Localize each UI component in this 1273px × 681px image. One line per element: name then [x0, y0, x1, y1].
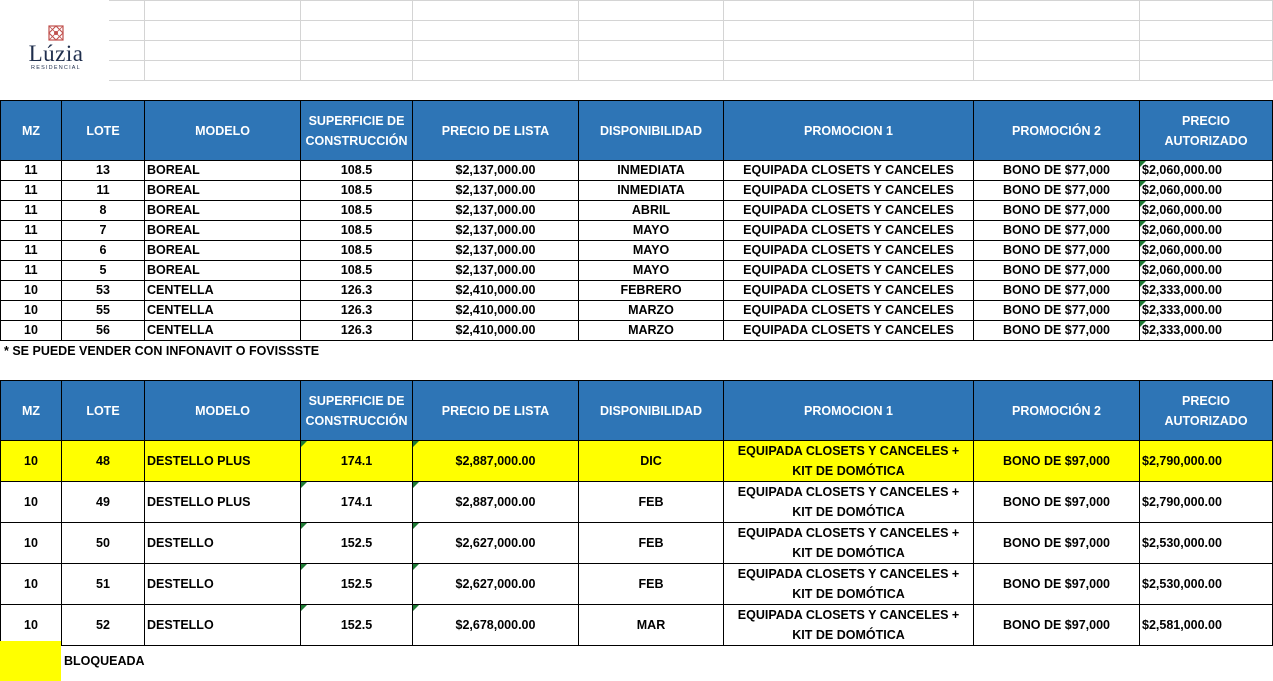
header-precio-autorizado-line1: PRECIO: [1182, 393, 1230, 408]
cell-lote[interactable]: 13: [62, 161, 145, 181]
cell-promocion1[interactable]: EQUIPADA CLOSETS Y CANCELES: [724, 241, 974, 261]
cell-modelo[interactable]: DESTELLO: [145, 605, 301, 646]
cell-promocion1[interactable]: EQUIPADA CLOSETS Y CANCELES: [724, 281, 974, 301]
cell-lote[interactable]: 49: [62, 482, 145, 523]
cell-promocion1[interactable]: EQUIPADA CLOSETS Y CANCELES: [724, 161, 974, 181]
cell-modelo[interactable]: BOREAL: [145, 221, 301, 241]
cell-promocion2[interactable]: BONO DE $97,000: [974, 482, 1140, 523]
cell-lote[interactable]: 53: [62, 281, 145, 301]
cell-mz[interactable]: 11: [1, 181, 62, 201]
header-superficie-line2: CONSTRUCCIÓN: [305, 413, 408, 428]
cell-superficie[interactable]: 174.1: [301, 441, 413, 482]
logo-emblem-icon: [47, 24, 65, 42]
cell-disponibilidad[interactable]: FEBRERO: [579, 281, 724, 301]
cell-promocion2[interactable]: BONO DE $77,000: [974, 201, 1140, 221]
cell-promocion1[interactable]: EQUIPADA CLOSETS Y CANCELES + KIT DE DOMÓTICA: [724, 482, 974, 523]
cell-modelo[interactable]: BOREAL: [145, 201, 301, 221]
table-row: [1, 181, 1273, 201]
cell-promocion2[interactable]: BONO DE $77,000: [974, 241, 1140, 261]
cell-disponibilidad[interactable]: MAYO: [579, 261, 724, 281]
luzia-logo: [8, 24, 104, 80]
cell-mz[interactable]: 11: [1, 201, 62, 221]
table-row: [1, 201, 1273, 221]
cell-mz[interactable]: 11: [1, 161, 62, 181]
cell-precio-autorizado[interactable]: $2,333,000.00: [1140, 281, 1273, 301]
cell-disponibilidad[interactable]: MAYO: [579, 221, 724, 241]
header-promocion-2: PROMOCIÓN 2: [974, 381, 1140, 441]
header-lote: LOTE: [62, 381, 145, 441]
header-promocion-1: PROMOCION 1: [724, 101, 974, 161]
cell-precio-lista[interactable]: $2,627,000.00: [413, 564, 579, 605]
table-row: [1, 564, 1273, 605]
cell-modelo[interactable]: DESTELLO PLUS: [145, 441, 301, 482]
cell-precio-lista[interactable]: $2,678,000.00: [413, 605, 579, 646]
cell-promocion1[interactable]: EQUIPADA CLOSETS Y CANCELES: [724, 221, 974, 241]
cell-promocion2[interactable]: BONO DE $97,000: [974, 523, 1140, 564]
table-row: [1, 605, 1273, 646]
cell-mz[interactable]: 10: [1, 441, 62, 482]
cell-superficie[interactable]: 174.1: [301, 482, 413, 523]
cell-mz[interactable]: 10: [1, 281, 62, 301]
cell-precio-lista[interactable]: $2,137,000.00: [413, 261, 579, 281]
cell-lote[interactable]: 52: [62, 605, 145, 646]
cell-promocion2[interactable]: BONO DE $77,000: [974, 321, 1140, 341]
cell-precio-autorizado[interactable]: $2,581,000.00: [1140, 605, 1273, 646]
cell-lote[interactable]: 11: [62, 181, 145, 201]
cell-mz[interactable]: 10: [1, 482, 62, 523]
cell-disponibilidad[interactable]: MARZO: [579, 301, 724, 321]
cell-promocion2[interactable]: BONO DE $77,000: [974, 181, 1140, 201]
header-precio-autorizado-line2: AUTORIZADO: [1164, 133, 1248, 148]
header-precio-lista: PRECIO DE LISTA: [413, 101, 579, 161]
cell-mz[interactable]: 11: [1, 221, 62, 241]
header-disponibilidad: DISPONIBILIDAD: [579, 381, 724, 441]
cell-modelo[interactable]: CENTELLA: [145, 321, 301, 341]
cell-precio-lista[interactable]: $2,137,000.00: [413, 221, 579, 241]
blocked-legend-label: BLOQUEADA: [64, 654, 145, 668]
cell-lote[interactable]: 6: [62, 241, 145, 261]
cell-promocion1[interactable]: EQUIPADA CLOSETS Y CANCELES + KIT DE DOMÓTICA: [724, 441, 974, 482]
table-row: [1, 221, 1273, 241]
cell-disponibilidad[interactable]: DIC: [579, 441, 724, 482]
header-row: [1, 381, 1273, 441]
header-modelo: MODELO: [145, 381, 301, 441]
cell-promocion1[interactable]: EQUIPADA CLOSETS Y CANCELES + KIT DE DOMÓTICA: [724, 564, 974, 605]
cell-promocion1[interactable]: EQUIPADA CLOSETS Y CANCELES + KIT DE DOMÓTICA: [724, 605, 974, 646]
header-lote: LOTE: [62, 101, 145, 161]
cell-precio-lista[interactable]: $2,137,000.00: [413, 161, 579, 181]
cell-precio-autorizado[interactable]: $2,060,000.00: [1140, 221, 1273, 241]
table-row: [1, 281, 1273, 301]
cell-lote[interactable]: 5: [62, 261, 145, 281]
header-modelo: MODELO: [145, 101, 301, 161]
cell-precio-lista[interactable]: $2,887,000.00: [413, 441, 579, 482]
cell-precio-lista[interactable]: $2,887,000.00: [413, 482, 579, 523]
cell-promocion2[interactable]: BONO DE $97,000: [974, 605, 1140, 646]
header-precio-autorizado-line2: AUTORIZADO: [1164, 413, 1248, 428]
cell-promocion2[interactable]: BONO DE $77,000: [974, 221, 1140, 241]
cell-mz[interactable]: 10: [1, 523, 62, 564]
cell-superficie[interactable]: 108.5: [301, 161, 413, 181]
cell-precio-lista[interactable]: $2,137,000.00: [413, 201, 579, 221]
cell-promocion1[interactable]: EQUIPADA CLOSETS Y CANCELES: [724, 261, 974, 281]
header-precio-autorizado: [1140, 101, 1273, 161]
cell-precio-autorizado[interactable]: $2,530,000.00: [1140, 564, 1273, 605]
header-disponibilidad: DISPONIBILIDAD: [579, 101, 724, 161]
cell-disponibilidad[interactable]: FEB: [579, 523, 724, 564]
logo-subtitle: RESIDENCIAL: [31, 65, 81, 71]
cell-precio-autorizado[interactable]: $2,790,000.00: [1140, 441, 1273, 482]
cell-lote[interactable]: 51: [62, 564, 145, 605]
cell-mz[interactable]: 10: [1, 605, 62, 646]
cell-mz[interactable]: 11: [1, 261, 62, 281]
cell-superficie[interactable]: 108.5: [301, 241, 413, 261]
header-superficie-line1: SUPERFICIE DE: [308, 393, 405, 408]
cell-precio-lista[interactable]: $2,410,000.00: [413, 281, 579, 301]
cell-modelo[interactable]: BOREAL: [145, 261, 301, 281]
cell-superficie[interactable]: 126.3: [301, 301, 413, 321]
cell-promocion1[interactable]: EQUIPADA CLOSETS Y CANCELES: [724, 181, 974, 201]
cell-lote[interactable]: 7: [62, 221, 145, 241]
table-row: [1, 523, 1273, 564]
table-row: [1, 482, 1273, 523]
header-superficie-line1: SUPERFICIE DE: [308, 113, 405, 128]
header-promocion-2: PROMOCIÓN 2: [974, 101, 1140, 161]
cell-promocion2[interactable]: BONO DE $97,000: [974, 564, 1140, 605]
cell-modelo[interactable]: DESTELLO: [145, 523, 301, 564]
cell-lote[interactable]: 55: [62, 301, 145, 321]
header-superficie: [301, 101, 413, 161]
cell-promocion2[interactable]: BONO DE $77,000: [974, 301, 1140, 321]
logo-name: Lúzia: [28, 41, 84, 66]
cell-promocion1[interactable]: EQUIPADA CLOSETS Y CANCELES: [724, 201, 974, 221]
empty-grid-area: [0, 0, 1273, 81]
cell-disponibilidad[interactable]: MARZO: [579, 321, 724, 341]
cell-superficie[interactable]: 126.3: [301, 321, 413, 341]
cell-disponibilidad[interactable]: MAR: [579, 605, 724, 646]
cell-lote[interactable]: 48: [62, 441, 145, 482]
cell-promocion1[interactable]: EQUIPADA CLOSETS Y CANCELES + KIT DE DOMÓTICA: [724, 523, 974, 564]
cell-superficie[interactable]: 108.5: [301, 261, 413, 281]
cell-mz[interactable]: 10: [1, 564, 62, 605]
cell-precio-autorizado[interactable]: $2,060,000.00: [1140, 161, 1273, 181]
cell-precio-lista[interactable]: $2,137,000.00: [413, 241, 579, 261]
lots-table-1: [0, 100, 1273, 341]
cell-modelo[interactable]: CENTELLA: [145, 301, 301, 321]
cell-promocion2[interactable]: BONO DE $97,000: [974, 441, 1140, 482]
cell-precio-autorizado[interactable]: $2,790,000.00: [1140, 482, 1273, 523]
cell-modelo[interactable]: BOREAL: [145, 241, 301, 261]
cell-superficie[interactable]: 152.5: [301, 564, 413, 605]
cell-mz[interactable]: 10: [1, 301, 62, 321]
blocked-legend-swatch: [0, 641, 61, 681]
header-superficie-line2: CONSTRUCCIÓN: [305, 133, 408, 148]
header-precio-autorizado-line1: PRECIO: [1182, 113, 1230, 128]
cell-precio-lista[interactable]: $2,410,000.00: [413, 301, 579, 321]
cell-precio-autorizado[interactable]: $2,530,000.00: [1140, 523, 1273, 564]
table-row: [1, 241, 1273, 261]
cell-mz[interactable]: 11: [1, 241, 62, 261]
cell-promocion2[interactable]: BONO DE $77,000: [974, 261, 1140, 281]
cell-disponibilidad[interactable]: MAYO: [579, 241, 724, 261]
cell-lote[interactable]: 8: [62, 201, 145, 221]
table-row: [1, 441, 1273, 482]
table-row: [1, 321, 1273, 341]
header-superficie: [301, 381, 413, 441]
cell-disponibilidad[interactable]: INMEDIATA: [579, 161, 724, 181]
cell-promocion1[interactable]: EQUIPADA CLOSETS Y CANCELES: [724, 321, 974, 341]
cell-modelo[interactable]: DESTELLO PLUS: [145, 482, 301, 523]
header-mz: MZ: [1, 101, 62, 161]
cell-modelo[interactable]: BOREAL: [145, 161, 301, 181]
cell-precio-autorizado[interactable]: $2,333,000.00: [1140, 301, 1273, 321]
header-row: [1, 101, 1273, 161]
cell-promocion2[interactable]: BONO DE $77,000: [974, 161, 1140, 181]
cell-precio-autorizado[interactable]: $2,060,000.00: [1140, 241, 1273, 261]
header-promocion-1: PROMOCION 1: [724, 381, 974, 441]
cell-promocion1[interactable]: EQUIPADA CLOSETS Y CANCELES: [724, 301, 974, 321]
cell-promocion2[interactable]: BONO DE $77,000: [974, 281, 1140, 301]
cell-precio-autorizado[interactable]: $2,060,000.00: [1140, 181, 1273, 201]
cell-disponibilidad[interactable]: FEB: [579, 482, 724, 523]
cell-lote[interactable]: 56: [62, 321, 145, 341]
cell-superficie[interactable]: 108.5: [301, 221, 413, 241]
cell-precio-autorizado[interactable]: $2,060,000.00: [1140, 201, 1273, 221]
cell-precio-lista[interactable]: $2,410,000.00: [413, 321, 579, 341]
lots-table-2: [0, 380, 1273, 646]
cell-precio-lista[interactable]: $2,137,000.00: [413, 181, 579, 201]
cell-superficie[interactable]: 152.5: [301, 523, 413, 564]
table-row: [1, 161, 1273, 181]
cell-superficie[interactable]: 108.5: [301, 201, 413, 221]
cell-modelo[interactable]: CENTELLA: [145, 281, 301, 301]
header-mz: MZ: [1, 381, 62, 441]
cell-precio-lista[interactable]: $2,627,000.00: [413, 523, 579, 564]
header-precio-lista: PRECIO DE LISTA: [413, 381, 579, 441]
cell-superficie[interactable]: 126.3: [301, 281, 413, 301]
cell-precio-autorizado[interactable]: $2,060,000.00: [1140, 261, 1273, 281]
cell-mz[interactable]: 10: [1, 321, 62, 341]
cell-superficie[interactable]: 108.5: [301, 181, 413, 201]
cell-disponibilidad[interactable]: ABRIL: [579, 201, 724, 221]
cell-superficie[interactable]: 152.5: [301, 605, 413, 646]
financing-note: * SE PUEDE VENDER CON INFONAVIT O FOVISSSTE: [4, 344, 320, 358]
table-row: [1, 261, 1273, 281]
header-precio-autorizado: [1140, 381, 1273, 441]
cell-modelo[interactable]: BOREAL: [145, 181, 301, 201]
cell-modelo[interactable]: DESTELLO: [145, 564, 301, 605]
cell-precio-autorizado[interactable]: $2,333,000.00: [1140, 321, 1273, 341]
cell-disponibilidad[interactable]: FEB: [579, 564, 724, 605]
cell-disponibilidad[interactable]: INMEDIATA: [579, 181, 724, 201]
cell-lote[interactable]: 50: [62, 523, 145, 564]
table-row: [1, 301, 1273, 321]
